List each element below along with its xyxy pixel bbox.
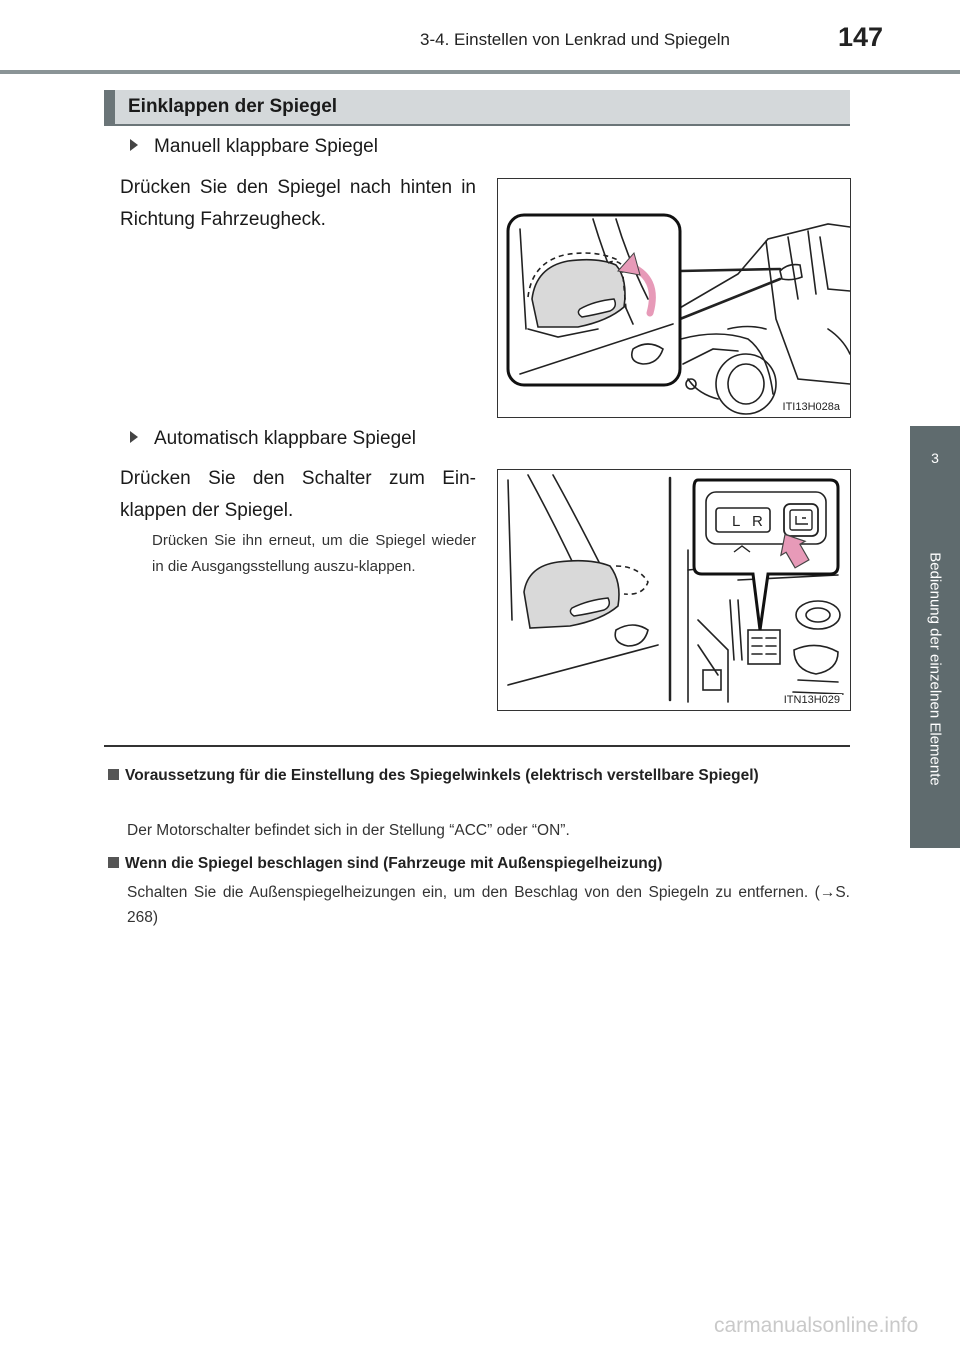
item-auto-mirror-title: Automatisch klappbare Spiegel <box>154 428 416 449</box>
item-auto-mirror <box>130 428 416 450</box>
chapter-tab-number[interactable]: 3 <box>910 426 960 490</box>
header-section-title: 3-4. Einstellen von Lenkrad und Spiegeln <box>420 30 730 49</box>
figure-code: ITN13H029 <box>783 694 840 706</box>
square-bullet-icon <box>108 857 119 868</box>
note-text-page-reference: Schalten Sie die Außenspiegelheizungen ein, um den Beschlag von den Spiegeln zu entfernen. (→S. 268) <box>127 884 850 926</box>
note-text: Der Motorschalter befindet sich in der Stellung “ACC” oder “ON”. <box>127 822 570 839</box>
item-auto-mirror-note: Drücken Sie ihn erneut, um die Spiegel wieder in die Ausgangsstellung auszu-klappen. <box>152 532 476 575</box>
square-bullet-icon <box>108 769 119 780</box>
figure-manual-mirror <box>497 178 851 418</box>
note-heading <box>108 763 850 788</box>
note-heading-text: Wenn die Spiegel beschlagen sind (Fahrzeuge mit Außenspiegelheizung) <box>125 855 663 872</box>
figure-auto-mirror <box>497 469 851 711</box>
section-heading-text: Einklappen der Spiegel <box>128 96 338 117</box>
item-auto-mirror-text: Drücken Sie den Schalter zum Ein-klappen der Spiegel. <box>120 468 476 521</box>
notes-divider <box>104 745 850 747</box>
watermark: carmanualsonline.info <box>714 1314 919 1337</box>
section-heading-bar <box>104 90 115 124</box>
chapter-tab-label <box>910 490 960 848</box>
note-heading-text: Voraussetzung für die Einstellung des Spiegelwinkels (elektrisch verstellbare Spiegel) <box>125 767 759 784</box>
item-manual-mirror <box>130 136 378 158</box>
figure-code: ITI13H028a <box>782 401 840 413</box>
page-number: 147 <box>838 22 884 52</box>
chapter-tab-label-text: Bedienung der einzelnen Elemente <box>926 552 944 786</box>
switch-left-label: L <box>732 513 741 530</box>
header-divider <box>0 70 960 74</box>
illustration-manual-mirror <box>498 179 850 417</box>
note-heading <box>108 851 850 876</box>
arrow-bullet-icon <box>130 431 138 443</box>
item-manual-mirror-text: Drücken Sie den Spiegel nach hinten in Richtung Fahrzeugheck. <box>120 177 476 230</box>
section-heading <box>104 90 850 126</box>
arrow-bullet-icon <box>130 139 138 151</box>
illustration-auto-mirror <box>498 470 850 710</box>
item-manual-mirror-title: Manuell klappbare Spiegel <box>154 136 378 157</box>
switch-right-label: R <box>752 513 763 530</box>
